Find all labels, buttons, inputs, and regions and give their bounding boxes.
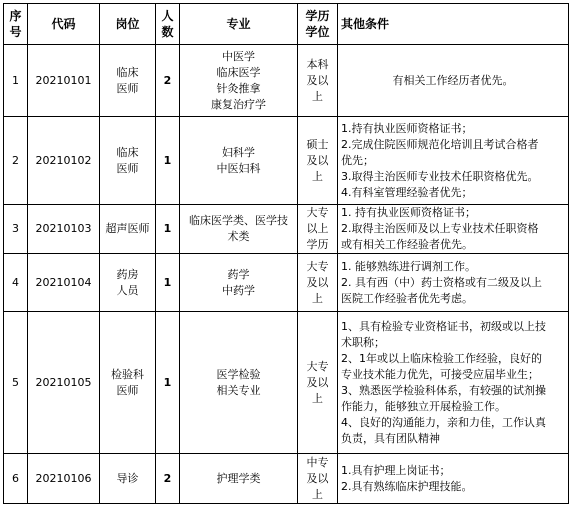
cell-major [180, 45, 298, 117]
cell-education-line: 上 [312, 291, 323, 305]
cell-education-line: 上 [312, 487, 323, 501]
cell-education [298, 45, 338, 117]
cell-education-line: 上 [312, 169, 323, 183]
cell-position [100, 205, 156, 254]
cell-education-line: 中专 [306, 455, 329, 469]
table-row [4, 45, 569, 117]
cell-position-line: 检验科 [111, 367, 144, 381]
table-row [4, 205, 569, 254]
cell-conditions-line: 1、具有检验专业资格证书，初级或以上技 [341, 319, 546, 333]
cell-count: 1 [156, 254, 180, 312]
cell-conditions-line: 2. 具有西（中）药士资格或有二级及以上 [341, 275, 542, 289]
table-row [4, 312, 569, 454]
cell-conditions-line: 2.取得主治医师及以上专业技术任职资格 [341, 222, 539, 235]
cell-count: 1 [156, 312, 180, 454]
cell-conditions [338, 205, 569, 254]
cell-education [298, 454, 338, 504]
cell-conditions-line: 4、良好的沟通能力，亲和力佳，工作认真 [341, 415, 546, 429]
cell-education [298, 254, 338, 312]
cell-code: 20210101 [28, 45, 100, 117]
cell-major-line: 医学检验 [216, 367, 261, 381]
cell-conditions-line: 或有相关工作经验者优先。 [341, 238, 473, 251]
cell-position-line: 医师 [116, 81, 139, 95]
cell-conditions-line: 3.取得主治医师专业技术任职资格优先。 [341, 169, 539, 183]
cell-position [100, 454, 156, 504]
cell-position-line: 超声医师 [105, 222, 150, 235]
cell-position [100, 254, 156, 312]
cell-index: 1 [4, 45, 28, 117]
table-body [4, 45, 569, 504]
cell-position-line: 医师 [116, 383, 139, 397]
header-major: 专业 [180, 4, 298, 45]
cell-education-line: 及以 [306, 73, 329, 87]
cell-count: 2 [156, 454, 180, 504]
cell-education [298, 117, 338, 205]
cell-education-line: 及以 [306, 375, 329, 389]
cell-conditions-line: 有相关工作经历者优先。 [392, 73, 514, 87]
cell-position [100, 117, 156, 205]
cell-major-line: 中医妇科 [216, 161, 261, 175]
cell-education-line: 大专 [306, 359, 329, 373]
cell-position [100, 45, 156, 117]
cell-position-line: 医师 [116, 161, 139, 175]
cell-conditions [338, 454, 569, 504]
cell-major [180, 312, 298, 454]
cell-conditions-line: 1. 持有执业医师资格证书； [341, 206, 476, 219]
cell-conditions-line: 优先； [341, 153, 374, 167]
cell-education-line: 大专 [306, 206, 329, 219]
cell-code: 20210103 [28, 205, 100, 254]
header-education: 学历 学位 [298, 4, 338, 45]
cell-conditions-line: 术职称； [341, 335, 385, 349]
cell-count: 1 [156, 117, 180, 205]
header-conditions: 其他条件 [338, 4, 569, 45]
cell-major-line: 临床医学类、医学技 [189, 214, 288, 227]
cell-code: 20210106 [28, 454, 100, 504]
header-index: 序 号 [4, 4, 28, 45]
cell-code: 20210102 [28, 117, 100, 205]
cell-conditions [338, 254, 569, 312]
cell-major-line: 妇科学 [222, 145, 255, 159]
cell-code: 20210105 [28, 312, 100, 454]
cell-conditions-line: 作能力，能够独立开展检验工作。 [341, 399, 506, 413]
cell-conditions-line: 4.有科室管理经验者优先； [341, 185, 473, 199]
cell-count: 2 [156, 45, 180, 117]
cell-major [180, 454, 298, 504]
header-count: 人 数 [156, 4, 180, 45]
cell-education-line: 及以 [306, 471, 329, 485]
cell-education-line: 及以 [306, 275, 329, 289]
cell-education-line: 上 [312, 391, 323, 405]
cell-major-line: 临床医学 [216, 65, 261, 79]
cell-position-line: 导诊 [116, 471, 139, 485]
cell-conditions-line: 1.持有执业医师资格证书； [341, 121, 473, 135]
cell-major-line: 护理学类 [216, 471, 261, 485]
cell-count: 1 [156, 205, 180, 254]
cell-code: 20210104 [28, 254, 100, 312]
cell-conditions [338, 117, 569, 205]
cell-education-line: 以上 [306, 222, 329, 235]
header-code: 代码 [28, 4, 100, 45]
cell-major-line: 药学 [227, 267, 250, 281]
cell-major-line: 中医学 [222, 49, 255, 63]
positions-table [3, 3, 569, 504]
table-row [4, 117, 569, 205]
cell-conditions-line: 1.具有护理上岗证书； [341, 463, 451, 477]
cell-conditions-line: 专业技术能力优先，可接受应届毕业生； [341, 367, 539, 381]
cell-index: 3 [4, 205, 28, 254]
cell-conditions [338, 45, 569, 117]
cell-education [298, 312, 338, 454]
cell-conditions-line: 1. 能够熟练进行调剂工作。 [341, 259, 476, 273]
cell-education-line: 学历 [306, 238, 329, 251]
cell-position-line: 药房 [116, 267, 139, 281]
cell-major-line: 相关专业 [216, 383, 261, 397]
cell-major [180, 254, 298, 312]
cell-education [298, 205, 338, 254]
table-row [4, 454, 569, 504]
cell-education-line: 硕士 [306, 137, 329, 151]
cell-major [180, 117, 298, 205]
table-row [4, 254, 569, 312]
cell-conditions-line: 2、1年或以上临床检验工作经验，良好的 [341, 351, 542, 365]
cell-conditions [338, 312, 569, 454]
cell-position-line: 临床 [116, 65, 139, 79]
cell-conditions-line: 2.完成住院医师规范化培训且考试合格者 [341, 137, 539, 151]
cell-position [100, 312, 156, 454]
cell-index: 4 [4, 254, 28, 312]
cell-education-line: 上 [312, 89, 323, 103]
cell-education-line: 及以 [306, 153, 329, 167]
cell-index: 5 [4, 312, 28, 454]
cell-major-line: 中药学 [222, 283, 255, 297]
cell-major-line: 康复治疗学 [211, 97, 266, 111]
cell-conditions-line: 医院工作经验者优先考虑。 [341, 291, 473, 305]
cell-major-line: 针灸推拿 [216, 81, 261, 95]
header-position: 岗位 [100, 4, 156, 45]
cell-education-line: 本科 [306, 57, 329, 71]
cell-position-line: 人员 [116, 283, 139, 297]
cell-major-line: 术类 [227, 230, 250, 243]
cell-conditions-line: 2.具有熟练临床护理技能。 [341, 479, 473, 493]
cell-conditions-line: 3、熟悉医学检验科体系，有较强的试剂操 [341, 383, 546, 397]
cell-index: 6 [4, 454, 28, 504]
cell-position-line: 临床 [116, 145, 139, 159]
cell-conditions-line: 负责，具有团队精神 [341, 431, 440, 445]
header-row [4, 4, 569, 45]
cell-education-line: 大专 [306, 259, 329, 273]
cell-major [180, 205, 298, 254]
cell-index: 2 [4, 117, 28, 205]
